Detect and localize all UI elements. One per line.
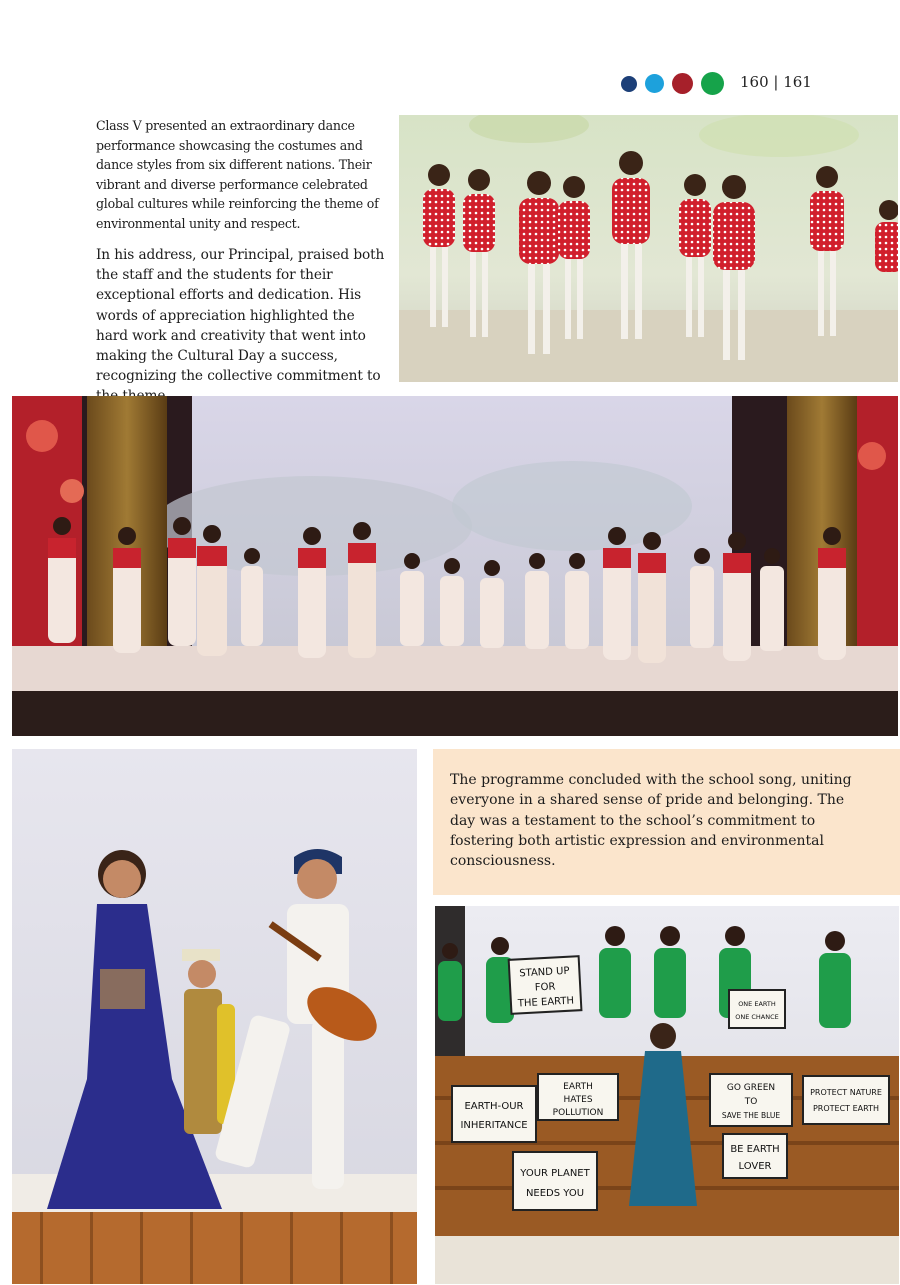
page-numbers: 160 | 161 <box>740 73 812 91</box>
svg-text:BE EARTH: BE EARTH <box>730 1144 780 1155</box>
svg-text:SAVE THE BLUE: SAVE THE BLUE <box>721 1111 781 1120</box>
placard-your-planet-needs-you <box>513 1152 597 1210</box>
placard-be-earth-lover <box>723 1134 787 1178</box>
svg-text:NEEDS YOU: NEEDS YOU <box>525 1188 585 1199</box>
svg-text:GO GREEN: GO GREEN <box>726 1083 776 1093</box>
svg-text:THE EARTH: THE EARTH <box>517 995 575 1010</box>
svg-text:POLLUTION: POLLUTION <box>552 1108 604 1118</box>
photo-children-costumes <box>12 749 417 1284</box>
svg-text:PROTECT NATURE: PROTECT NATURE <box>810 1088 882 1097</box>
green-dot <box>701 72 724 95</box>
placard-go-green-to-save-the-blue <box>710 1074 792 1126</box>
class-v-paragraph: Class V presented an extraordinary dance performance showcasing the costumes and dance styles from six different nations. Their vibrant and diverse performance celebrated global cultures while reinforcing the theme of environmental unity and respect. <box>96 118 379 231</box>
svg-text:EARTH: EARTH <box>563 1082 593 1092</box>
svg-text:HATES: HATES <box>563 1095 593 1105</box>
svg-text:YOUR PLANET: YOUR PLANET <box>520 1168 590 1179</box>
color-dots <box>621 72 724 95</box>
placard-earth-our-inheritance <box>452 1086 536 1142</box>
cyan-dot <box>645 74 664 93</box>
photo-stage-saree-dancers <box>12 396 898 736</box>
photo-polka-dot-dancers <box>399 115 898 382</box>
svg-text:ONE EARTH: ONE EARTH <box>738 1000 776 1008</box>
red-dot <box>672 73 693 94</box>
svg-text:TO: TO <box>744 1097 758 1107</box>
placard-stand-up-for-the-earth <box>509 956 582 1014</box>
svg-text:FOR: FOR <box>534 981 556 994</box>
svg-text:LOVER: LOVER <box>738 1161 772 1172</box>
principal-address-paragraph: In his address, our Principal, praised both the staff and the students for their exceptional efforts and dedication. His words of appreciation highlighted the hard work and creativity that went into making the Cultural Day a success, recognizing the collective commitment to <box>96 247 385 385</box>
placard-one-earth-one-chance <box>729 990 785 1028</box>
svg-text:INHERITANCE: INHERITANCE <box>460 1120 528 1131</box>
svg-text:PROTECT EARTH: PROTECT EARTH <box>812 1104 880 1113</box>
svg-text:EARTH-OUR: EARTH-OUR <box>464 1101 524 1112</box>
svg-text:ONE CHANCE: ONE CHANCE <box>735 1013 779 1021</box>
photo-environment-placards <box>435 906 899 1284</box>
closing-paragraph: The programme concluded with the school song, uniting everyone in a shared sense of pride and belonging. The day was a testament to the school’s commitment to fostering both artistic expression and environmental consciousness. <box>450 772 852 870</box>
placard-earth-hates-pollution <box>538 1074 618 1120</box>
placard-protect-nature-protect-earth <box>803 1076 889 1124</box>
svg-text:STAND UP: STAND UP <box>519 965 570 980</box>
navy-dot <box>621 76 637 92</box>
